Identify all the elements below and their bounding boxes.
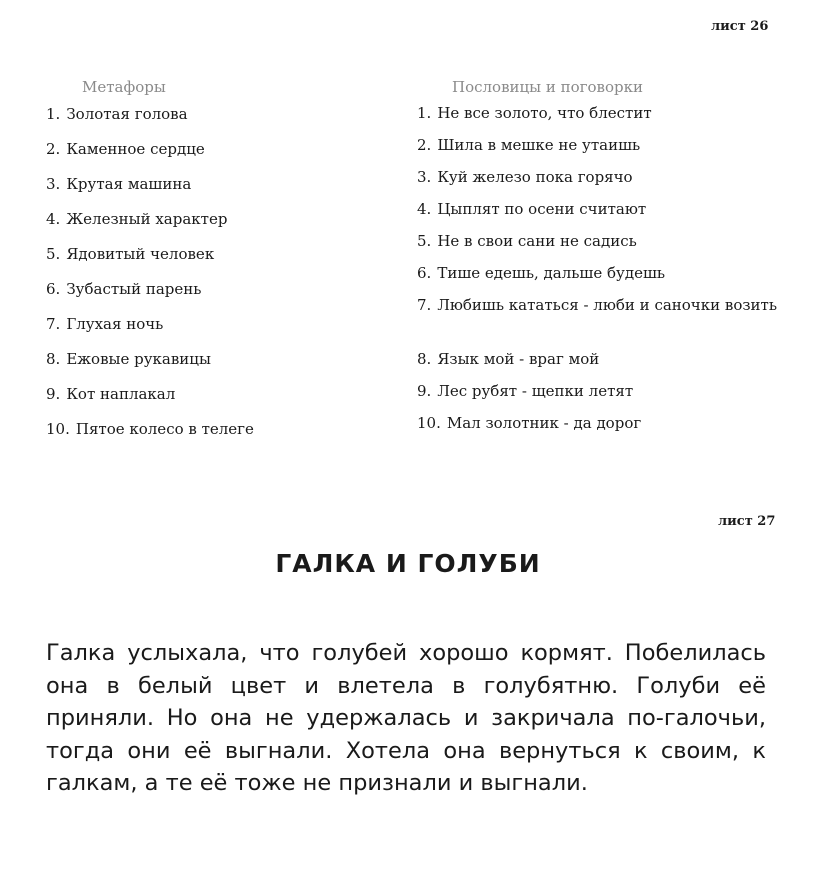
story-title: ГАЛКА И ГОЛУБИ bbox=[275, 549, 541, 578]
story-text: Галка услыхала, что голубей хорошо кормят. Побелилась она в белый цвет и влетела в голубятню. Голуби её приняли. Но она не удержалась и закричала по-галочьи, тогда они её выгнали. Хотела она вернуться к своим, к галкам, а те её тоже не признали и выгнали. bbox=[46, 640, 766, 796]
list-item: 2. Шила в мешке не утаишь bbox=[417, 136, 641, 154]
metaphors-column bbox=[46, 78, 376, 454]
sheet-number-bottom: лист 27 bbox=[718, 514, 776, 529]
list-item: 10. Пятое колесо в телеге bbox=[46, 420, 254, 438]
list-item: 3. Крутая машина bbox=[46, 175, 192, 193]
list-item: 5. Не в свои сани не садись bbox=[417, 232, 637, 250]
list-item: 7. Глухая ночь bbox=[46, 315, 164, 333]
proverbs-title: Пословицы и поговорки bbox=[452, 78, 644, 96]
proverbs-column bbox=[417, 78, 797, 446]
proverbs-list bbox=[417, 104, 797, 446]
list-item: 1. Золотая голова bbox=[46, 105, 188, 123]
metaphors-list bbox=[46, 104, 376, 454]
list-item: 2. Каменное сердце bbox=[46, 140, 205, 158]
list-item: 4. Железный характер bbox=[46, 210, 228, 228]
list-item: 6. Зубастый парень bbox=[46, 280, 202, 298]
list-item: 3. Куй железо пока горячо bbox=[417, 168, 633, 186]
list-item: 10. Мал золотник - да дорог bbox=[417, 414, 642, 432]
list-item: 1. Не все золото, что блестит bbox=[417, 104, 652, 122]
list-item: 8. Язык мой - враг мой bbox=[417, 350, 600, 368]
list-item: 6. Тише едешь, дальше будешь bbox=[417, 264, 666, 282]
list-item: 7. Любишь кататься - люби и саночки возить bbox=[417, 296, 777, 314]
list-item: 5. Ядовитый человек bbox=[46, 245, 215, 263]
metaphors-title: Метафоры bbox=[82, 78, 166, 96]
list-item: 4. Цыплят по осени считают bbox=[417, 200, 647, 218]
list-item: 9. Кот наплакал bbox=[46, 385, 176, 403]
list-item: 8. Ежовые рукавицы bbox=[46, 350, 211, 368]
list-item: 9. Лес рубят - щепки летят bbox=[417, 382, 634, 400]
sheet-number-top: лист 26 bbox=[711, 19, 769, 34]
